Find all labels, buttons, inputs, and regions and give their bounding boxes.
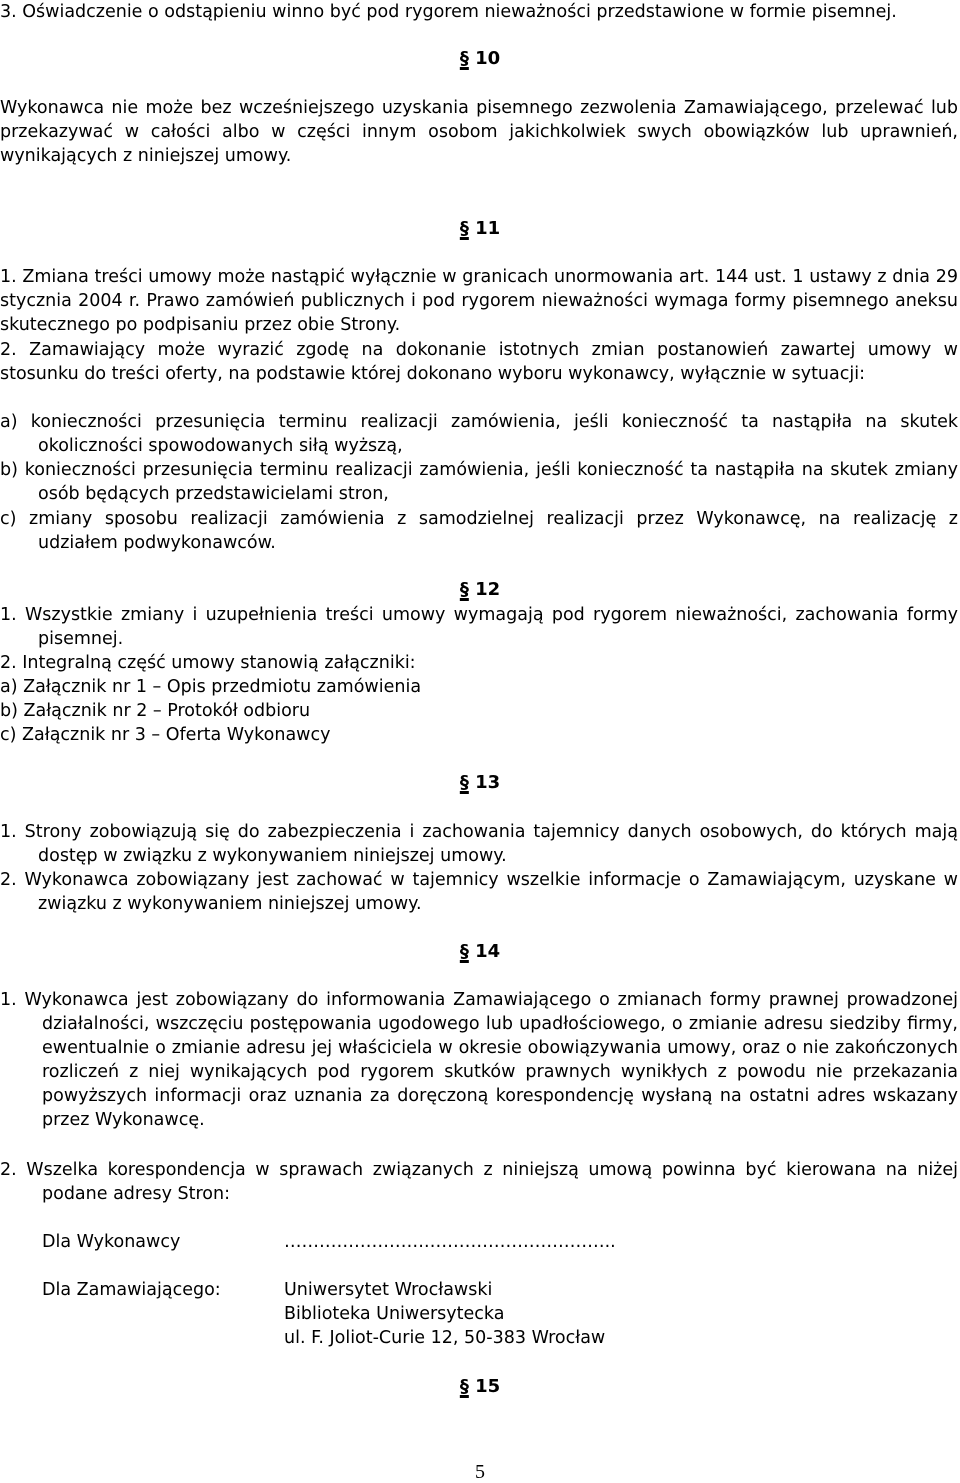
section12-item1: 1. Wszystkie zmiany i uzupełnienia treści umowy wymagają pod rygorem nieważności, zachowania formy pisemnej.: [0, 605, 958, 649]
section-15-heading: [0, 1375, 960, 1399]
section11-item2: 2. Zamawiający może wyrazić zgodę na dokonanie istotnych zmian postanowień zawartej umowy w stosunku do treści oferty, na podstawie której dokonano wyboru wykonawcy, wyłącznie w sytuacji:: [0, 340, 958, 384]
section11-item1: 1. Zmiana treści umowy może nastąpić wyłącznie w granicach unormowania art. 144 ust. 1 ustawy z dnia 29 stycznia 2004 r. Prawo zamówień publicznych i pod rygorem nieważności wymaga formy pisemnego aneksu skutecznego po podpisaniu przez obie Strony.: [0, 267, 958, 335]
section13-item1: 1. Strony zobowiązują się do zabezpieczenia i zachowania tajemnicy danych osobowych, do których mają dostęp w związku z wykonywaniem niniejszej umowy.: [0, 822, 958, 866]
section-13-heading: [0, 771, 960, 795]
section-12-heading: [0, 578, 960, 602]
section-number: 11: [475, 218, 501, 239]
section-10-heading: [0, 47, 960, 71]
section10-text: Wykonawca nie może bez wcześniejszego uzyskania pisemnego zezwolenia Zamawiającego, przelewać lub przekazywać w całości albo w części innym osobom jakichkolwiek swych obowiązków lub uprawnień, wynikających z niniejszej umowy.: [0, 98, 958, 166]
section12-item-c: c) Załącznik nr 3 – Oferta Wykonawcy: [0, 725, 331, 745]
section-symbol: §: [459, 772, 469, 793]
section-symbol: §: [459, 941, 469, 962]
section-symbol: §: [459, 48, 469, 69]
section14-item1: 1. Wykonawca jest zobowiązany do informowania Zamawiającego o zmianach formy prawnej prowadzonej działalności, wszczęciu postępowania ugodowego lub upadłościowego, o zmianie adresu siedziby firmy, ewentualnie o zmianie adresu jej właściciela w okresie obowiązywania umowy, oraz o nie zakończonych rozliczeń z niej wynikających pod rygorem skutków prawnych wynikłych z powodu nie przekazania powyższych informacji oraz uznania za doręczoną korespondencję wysłaną na ostatni adres wskazany przez Wykonawcę.: [0, 990, 958, 1130]
section-number: 10: [475, 48, 501, 69]
client-address-line3: ul. F. Joliot-Curie 12, 50-383 Wrocław: [284, 1328, 606, 1348]
section9-item3: 3. Oświadczenie o odstąpieniu winno być pod rygorem nieważności przedstawione w formie pisemnej.: [0, 2, 897, 22]
section-number: 14: [475, 941, 501, 962]
section-11-heading: [0, 217, 960, 241]
contractor-address-placeholder: …………………….…………………………..: [284, 1232, 616, 1252]
section11-item-c: c) zmiany sposobu realizacji zamówienia z samodzielnej realizacji przez Wykonawcę, na realizację z udziałem podwykonawców.: [0, 509, 958, 553]
client-address-line1: Uniwersytet Wrocławski: [284, 1280, 493, 1300]
section14-item2: 2. Wszelka korespondencja w sprawach związanych z niniejszą umową powinna być kierowana na niżej podane adresy Stron:: [0, 1160, 958, 1204]
section-number: 15: [475, 1376, 501, 1397]
section-symbol: §: [459, 1376, 469, 1397]
client-address-label: Dla Zamawiającego:: [42, 1280, 221, 1300]
section11-item-b: b) konieczności przesunięcia terminu realizacji zamówienia, jeśli konieczność ta nastąpiła na skutek zmiany osób będących przedstawicielami stron,: [0, 460, 958, 504]
section-symbol: §: [459, 218, 469, 239]
section-number: 13: [475, 772, 501, 793]
section-number: 12: [475, 579, 501, 600]
page-number: 5: [475, 1461, 485, 1483]
contractor-address-label: Dla Wykonawcy: [42, 1232, 181, 1252]
section13-item2: 2. Wykonawca zobowiązany jest zachować w tajemnicy wszelkie informacje o Zamawiającym, uzyskane w związku z wykonywaniem niniejszej umowy.: [0, 870, 958, 914]
client-address-line2: Biblioteka Uniwersytecka: [284, 1304, 505, 1324]
section12-item-b: b) Załącznik nr 2 – Protokół odbioru: [0, 701, 311, 721]
section12-item-a: a) Załącznik nr 1 – Opis przedmiotu zamówienia: [0, 677, 422, 697]
section-symbol: §: [459, 579, 469, 600]
section11-item-a: a) konieczności przesunięcia terminu realizacji zamówienia, jeśli konieczność ta nastąpiła na skutek okoliczności spowodowanych siłą wyższą,: [0, 412, 958, 456]
section12-item2: 2. Integralną część umowy stanowią załączniki:: [0, 653, 416, 673]
section-14-heading: [0, 940, 960, 964]
